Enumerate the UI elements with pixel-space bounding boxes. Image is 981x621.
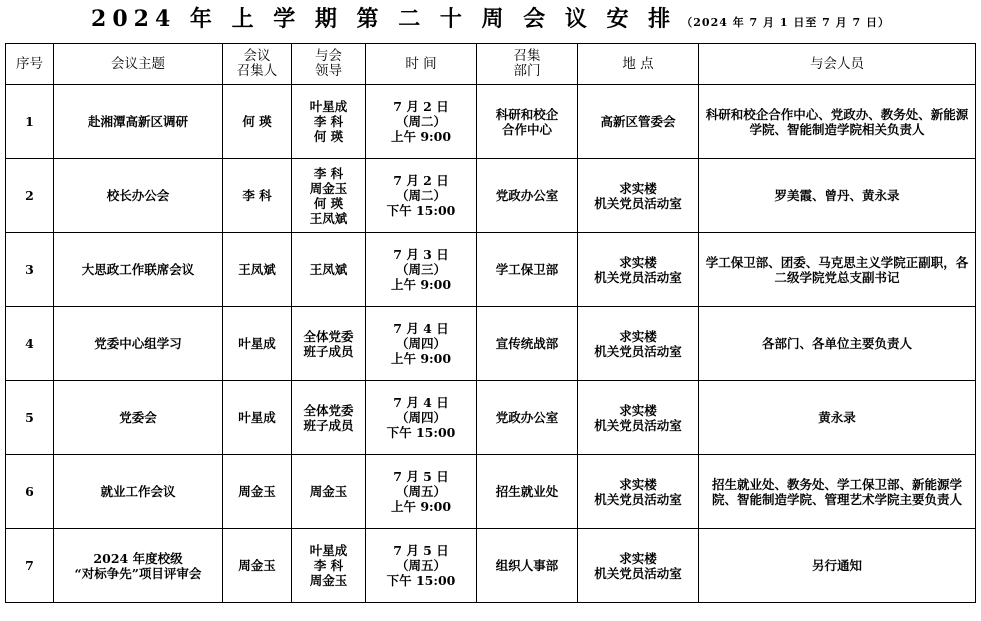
meeting-location-cell: [578, 159, 699, 233]
date-range-subtitle: （2024 年 7 月 1 日至 7 月 7 日）: [681, 16, 890, 29]
row-no-cell: [6, 307, 54, 381]
attending-leaders: 王凤斌: [309, 262, 348, 277]
meeting-convener-cell: [223, 455, 292, 529]
convening-dept: 学工保卫部: [495, 262, 559, 277]
convening-dept: 党政办公室: [495, 188, 559, 203]
meeting-location-cell: [578, 233, 699, 307]
row-no: 6: [25, 484, 34, 499]
meeting-location-cell: [578, 455, 699, 529]
header-location: 地 点: [578, 44, 699, 85]
meeting-time-cell: [366, 307, 477, 381]
attending-leaders: 全体党委 班子成员: [303, 402, 354, 433]
meeting-time-cell: [366, 529, 477, 603]
meeting-time: 7 月 4 日 （周四） 下午 15:00: [386, 395, 456, 440]
page-title: 2024 年 上 学 期 第 二 十 周 会 议 安 排: [91, 6, 677, 32]
meeting-topic-cell: [54, 159, 223, 233]
meeting-topic-cell: [54, 381, 223, 455]
meeting-convener-cell: [223, 233, 292, 307]
meeting-location-cell: [578, 85, 699, 159]
table-row: [6, 85, 976, 159]
table-row: [6, 455, 976, 529]
convening-dept-cell: [477, 233, 578, 307]
attending-leaders: 叶星成 李 科 周金玉: [309, 543, 348, 588]
meeting-topic-cell: [54, 307, 223, 381]
attendees: 学工保卫部、团委、马克思主义学院正副职，各二级学院党总支副书记: [705, 254, 969, 285]
meeting-time: 7 月 5 日 （周五） 上午 9:00: [390, 469, 452, 514]
convening-dept: 科研和校企 合作中心: [495, 106, 559, 137]
table-row: [6, 307, 976, 381]
attendees-cell: [699, 455, 976, 529]
meeting-location: 求实楼 机关党员活动室: [594, 328, 682, 359]
meeting-time: 7 月 5 日 （周五） 下午 15:00: [386, 543, 456, 588]
attendees-cell: [699, 159, 976, 233]
meeting-convener: 叶星成: [238, 336, 276, 351]
row-no: 2: [25, 188, 34, 203]
row-no-cell: [6, 85, 54, 159]
convening-dept: 组织人事部: [495, 558, 559, 573]
header-topic: 会议主题: [54, 44, 223, 85]
meeting-topic: 校长办公会: [106, 188, 170, 203]
meeting-convener-cell: [223, 529, 292, 603]
attending-leaders: 叶星成 李 科 何 瑛: [309, 99, 348, 144]
convening-dept: 宣传统战部: [495, 336, 559, 351]
attendees-cell: [699, 233, 976, 307]
meeting-convener-cell: [223, 159, 292, 233]
meeting-topic: 2024 年度校级 “对标争先”项目评审会: [74, 550, 202, 581]
attending-leaders-cell: [292, 381, 366, 455]
meeting-time: 7 月 3 日 （周三） 上午 9:00: [390, 247, 452, 292]
convening-dept-cell: [477, 307, 578, 381]
row-no-cell: [6, 529, 54, 603]
meeting-convener: 周金玉: [238, 558, 276, 573]
meeting-location: 求实楼 机关党员活动室: [594, 550, 682, 581]
attending-leaders-cell: [292, 159, 366, 233]
meeting-location: 求实楼 机关党员活动室: [594, 180, 682, 211]
meeting-topic-cell: [54, 233, 223, 307]
meeting-time-cell: [366, 381, 477, 455]
meeting-convener-cell: [223, 381, 292, 455]
meeting-time-cell: [366, 85, 477, 159]
meeting-time: 7 月 2 日 （周二） 上午 9:00: [390, 99, 452, 144]
meeting-topic: 党委中心组学习: [94, 336, 182, 351]
meeting-location-cell: [578, 381, 699, 455]
row-no: 4: [25, 336, 34, 351]
meeting-topic: 党委会: [119, 410, 157, 425]
attendees-cell: [699, 307, 976, 381]
meeting-location: 求实楼 机关党员活动室: [594, 402, 682, 433]
meeting-convener-cell: [223, 85, 292, 159]
table-row: [6, 233, 976, 307]
meeting-time-cell: [366, 159, 477, 233]
attendees-cell: [699, 529, 976, 603]
row-no: 1: [25, 114, 34, 129]
attending-leaders-cell: [292, 529, 366, 603]
header-dept: 召集 部门: [477, 44, 578, 85]
convening-dept: 招生就业处: [495, 484, 559, 499]
row-no-cell: [6, 381, 54, 455]
table-row: [6, 529, 976, 603]
meeting-location: 高新区管委会: [600, 114, 676, 129]
attending-leaders-cell: [292, 233, 366, 307]
convening-dept: 党政办公室: [495, 410, 559, 425]
attending-leaders-cell: [292, 307, 366, 381]
meeting-topic: 赴湘潭高新区调研: [87, 114, 188, 129]
attendees: 招生就业处、教务处、学工保卫部、新能源学院、智能制造学院、管理艺术学院主要负责人: [711, 476, 962, 507]
meeting-time-cell: [366, 233, 477, 307]
header-convener: 会议 召集人: [223, 44, 292, 85]
meeting-convener: 李 科: [242, 188, 272, 203]
attendees-cell: [699, 85, 976, 159]
row-no-cell: [6, 455, 54, 529]
meeting-location-cell: [578, 529, 699, 603]
row-no: 5: [25, 410, 34, 425]
attendees: 各部门、各单位主要负责人: [761, 336, 912, 351]
table-header-row: [6, 44, 976, 85]
meeting-schedule-table: [5, 43, 976, 603]
meeting-topic-cell: [54, 455, 223, 529]
meeting-convener: 周金玉: [238, 484, 276, 499]
attending-leaders: 李 科 周金玉 何 瑛 王凤斌: [309, 165, 348, 226]
attending-leaders-cell: [292, 85, 366, 159]
table-row: [6, 159, 976, 233]
convening-dept-cell: [477, 455, 578, 529]
attendees-cell: [699, 381, 976, 455]
meeting-location: 求实楼 机关党员活动室: [594, 254, 682, 285]
attendees: 科研和校企合作中心、党政办、教务处、新能源学院、智能制造学院相关负责人: [705, 106, 969, 137]
row-no-cell: [6, 233, 54, 307]
meeting-time-cell: [366, 455, 477, 529]
document-header: [0, 0, 981, 42]
meeting-topic: 大思政工作联席会议: [81, 262, 195, 277]
header-leaders: 与会 领导: [292, 44, 366, 85]
meeting-location: 求实楼 机关党员活动室: [594, 476, 682, 507]
meeting-location-cell: [578, 307, 699, 381]
convening-dept-cell: [477, 85, 578, 159]
attending-leaders: 周金玉: [309, 484, 348, 499]
meeting-convener: 王凤斌: [238, 262, 276, 277]
convening-dept-cell: [477, 159, 578, 233]
meeting-convener: 何 瑛: [242, 114, 272, 129]
header-attendees: 与会人员: [699, 44, 976, 85]
header-time: 时 间: [366, 44, 477, 85]
row-no: 7: [25, 558, 34, 573]
meeting-convener: 叶星成: [238, 410, 276, 425]
meeting-topic-cell: [54, 529, 223, 603]
row-no: 3: [25, 262, 34, 277]
table-row: [6, 381, 976, 455]
row-no-cell: [6, 159, 54, 233]
attendees: 另行通知: [811, 558, 862, 573]
attending-leaders-cell: [292, 455, 366, 529]
meeting-time: 7 月 4 日 （周四） 上午 9:00: [390, 321, 452, 366]
meeting-time: 7 月 2 日 （周二） 下午 15:00: [386, 173, 456, 218]
meeting-convener-cell: [223, 307, 292, 381]
meeting-topic-cell: [54, 85, 223, 159]
attendees: 罗美霞、曾丹、黄永录: [774, 188, 900, 203]
header-no: 序号: [6, 44, 54, 85]
convening-dept-cell: [477, 529, 578, 603]
attendees: 黄永录: [818, 410, 856, 425]
meeting-topic: 就业工作会议: [100, 484, 176, 499]
attending-leaders: 全体党委 班子成员: [303, 328, 354, 359]
convening-dept-cell: [477, 381, 578, 455]
